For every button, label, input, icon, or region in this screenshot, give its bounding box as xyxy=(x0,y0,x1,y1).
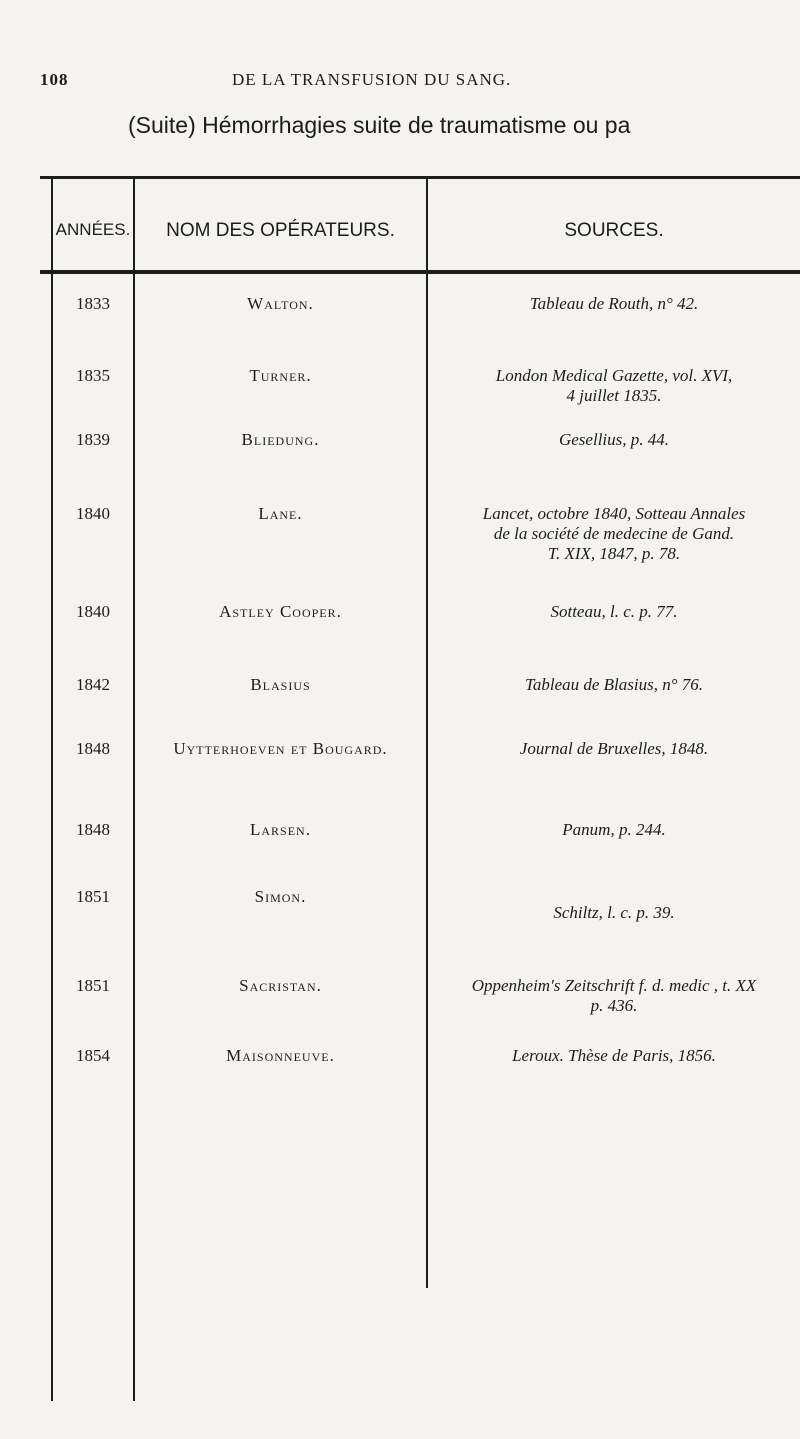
source-cell xyxy=(428,504,800,564)
source-line: Gesellius, p. 44. xyxy=(558,430,670,449)
year-cell: 1848 xyxy=(76,739,110,758)
source-line: Panum, p. 244. xyxy=(562,820,666,839)
year-cell: 1842 xyxy=(76,675,110,694)
year-cell: 1848 xyxy=(76,820,110,839)
source-line: Tableau de Routh, n° 42. xyxy=(529,294,699,313)
year-cell: 1854 xyxy=(76,1046,110,1065)
year-cell: 1835 xyxy=(76,366,110,385)
source-cell xyxy=(428,1046,800,1066)
operator-cell: Sacristan. xyxy=(239,976,322,995)
source-line: de la société de medecine de Gand. xyxy=(493,524,735,543)
running-head xyxy=(40,70,780,94)
table-subtitle: (Suite) Hémorrhagies suite de traumatisme ou pa xyxy=(128,112,631,138)
column-rule-1 xyxy=(133,176,135,1401)
column-rule-2 xyxy=(426,176,428,1288)
operator-cell: Turner. xyxy=(249,366,312,385)
source-line: Journal de Bruxelles, 1848. xyxy=(519,739,709,758)
source-cell xyxy=(428,976,800,1016)
source-line: London Medical Gazette, vol. XVI, xyxy=(495,366,733,385)
operator-cell: Walton. xyxy=(247,294,314,313)
source-cell xyxy=(428,739,800,759)
page-number: 108 xyxy=(40,70,69,89)
source-line: T. XIX, 1847, p. 78. xyxy=(547,544,681,563)
source-cell xyxy=(428,366,800,406)
source-line: Schiltz, l. c. p. 39. xyxy=(553,903,675,922)
operator-cell: Uytterhoeven et Bougard. xyxy=(173,739,388,758)
column-header-sources: SOURCES. xyxy=(564,220,664,241)
operator-cell: Maisonneuve. xyxy=(226,1046,335,1065)
source-cell xyxy=(428,903,800,923)
source-cell xyxy=(428,294,800,314)
column-header-operators: NOM DES OPÉRATEURS. xyxy=(166,220,395,241)
source-line: p. 436. xyxy=(590,996,638,1015)
source-cell xyxy=(428,675,800,695)
column-header-years: ANNÉES. xyxy=(55,220,131,239)
source-cell xyxy=(428,430,800,450)
year-cell: 1851 xyxy=(76,976,110,995)
operator-cell: Lane. xyxy=(258,504,303,523)
year-cell: 1840 xyxy=(76,504,110,523)
table-top-rule xyxy=(40,176,800,179)
source-cell xyxy=(428,602,800,622)
operator-cell: Bliedung. xyxy=(241,430,320,449)
operator-cell: Astley Cooper. xyxy=(219,602,342,621)
year-cell: 1840 xyxy=(76,602,110,621)
operator-cell: Simon. xyxy=(254,887,307,906)
source-line: Oppenheim's Zeitschrift f. d. medic , t. XX xyxy=(471,976,757,995)
year-cell: 1833 xyxy=(76,294,110,313)
source-cell xyxy=(428,820,800,840)
year-cell: 1851 xyxy=(76,887,110,906)
running-title: DE LA TRANSFUSION DU SANG. xyxy=(232,70,512,89)
operator-cell: Blasius xyxy=(250,675,311,694)
source-line: Leroux. Thèse de Paris, 1856. xyxy=(512,1046,716,1065)
column-rule-left xyxy=(51,176,53,1401)
year-cell: 1839 xyxy=(76,430,110,449)
source-line: 4 juillet 1835. xyxy=(566,386,662,405)
source-line: Lancet, octobre 1840, Sotteau Annales xyxy=(482,504,746,523)
source-line: Sotteau, l. c. p. 77. xyxy=(550,602,678,621)
table-header-rule xyxy=(40,270,800,274)
operator-cell: Larsen. xyxy=(250,820,311,839)
source-line: Tableau de Blasius, n° 76. xyxy=(524,675,704,694)
